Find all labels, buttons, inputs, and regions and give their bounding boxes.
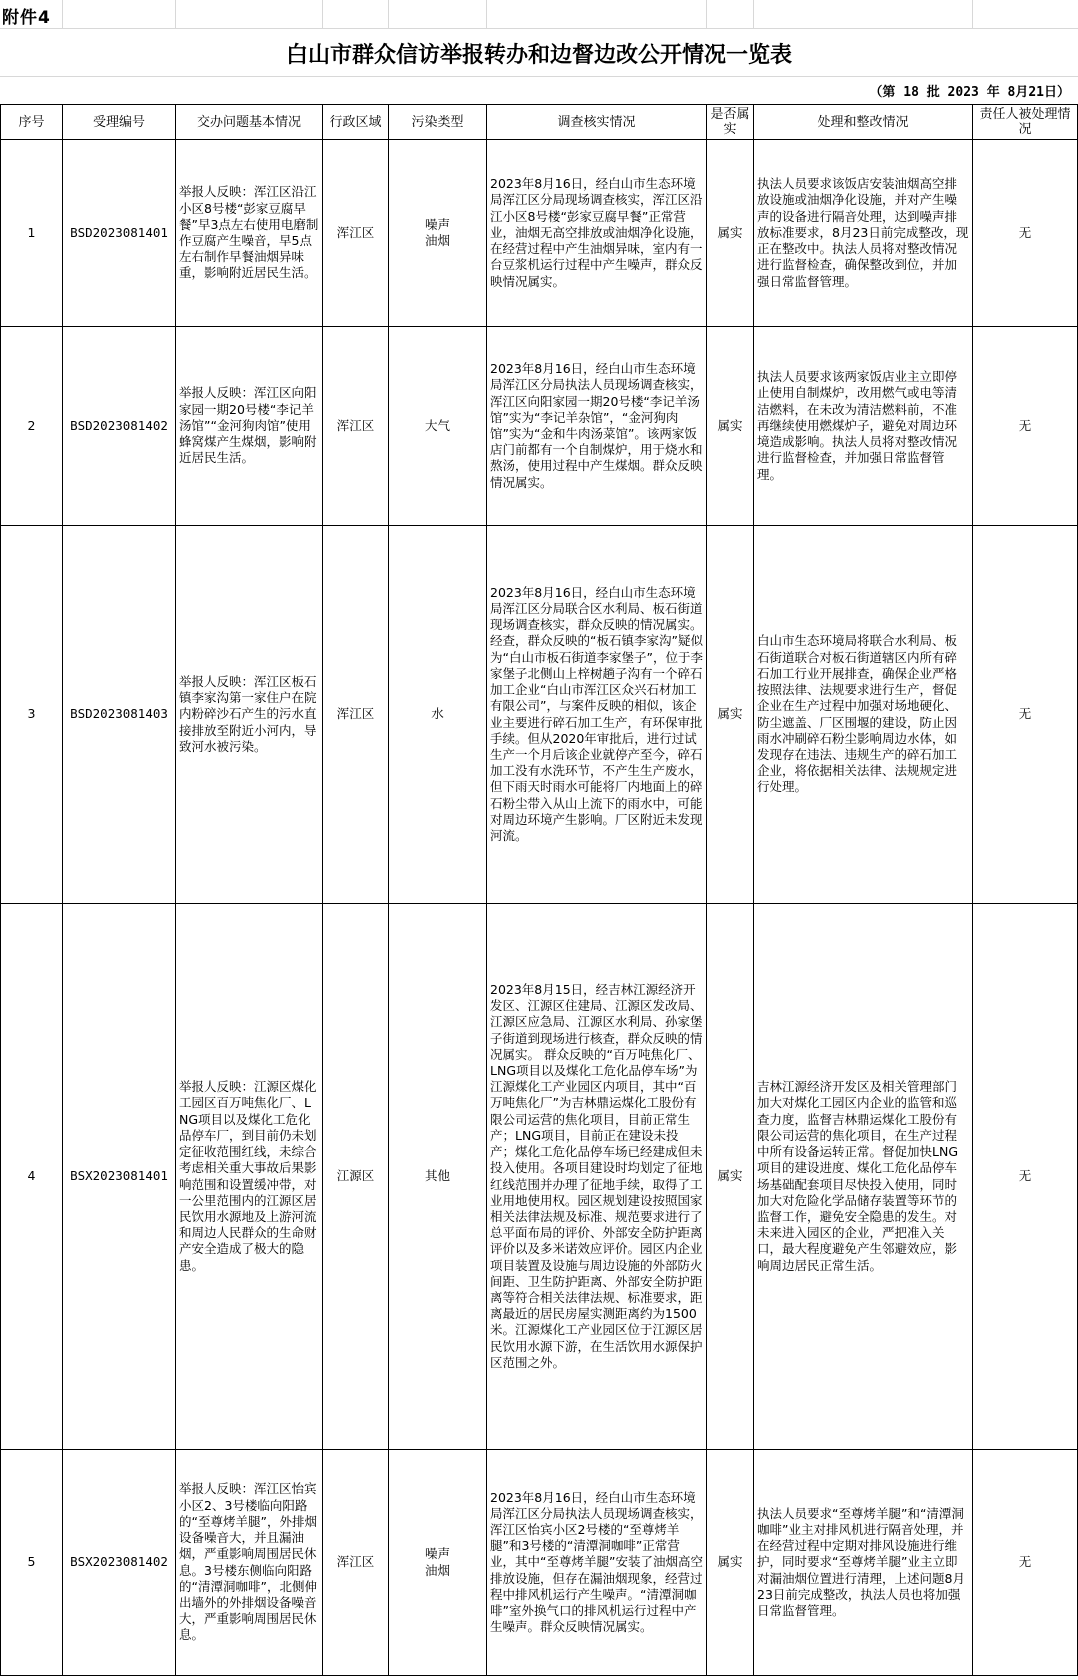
table-row (1, 140, 1078, 327)
cell-investigation: 2023年8月16日，经白山市生态环境局浑江区分局联合区水利局、板石街道现场调查核实，群众反映的情况属实。经查，群众反映的“板石镇李家沟”疑似为“白山市板石街道李家堡子”，位于李家堡子北侧山上梓树趟子沟有一个碎石加工企业“白山市浑江区众兴石材加工有限公司”，与案件反映的相似，该企业主要进行碎石加工生产，有环保审批手续。但从2020年审批后，进行过试生产一个月后该企业就停产至今，碎石加工没有水洗环节，不产生生产废水，但下雨天时雨水可能将厂内地面上的碎石粉尘带入从山上流下的雨水中，可能对周边环境产生影响。厂区附近未发现河流。 (487, 526, 707, 904)
column-header-handling: 处理和整改情况 (754, 105, 973, 140)
column-header-verified: 是否属实 (707, 105, 754, 140)
cell-district: 浑江区 (323, 327, 389, 526)
cell-verified: 属实 (707, 526, 754, 904)
cell-handling: 执法人员要求该饭店安装油烟高空排放设施或油烟净化设施，并对产生噪声的设备进行隔音处理，达到噪声排放标准要求，8月23日前完成整改，现正在整改中。执法人员将对整改情况进行监督检查，确保整改到位，并加强日常监督管理。 (754, 140, 973, 327)
cell-district: 江源区 (323, 904, 389, 1450)
pollution-text: 其他 (424, 1168, 450, 1184)
cell-handling: 执法人员要求“至尊烤羊腿”和“清潭洞咖啡”业主对排风机进行隔音处理，并在经营过程中定期对排风设施进行维护，同时要求“至尊烤羊腿”业主立即对漏油烟位置进行清理，上述问题8月23日前完成整改，执法人员也将加强日常监督管理。 (754, 1450, 973, 1676)
cell-punished: 无 (973, 1450, 1078, 1676)
cell-verified: 属实 (707, 140, 754, 327)
column-header-punished: 责任人被处理情况 (973, 105, 1078, 140)
grid-line (706, 0, 707, 28)
pollution-text: 水 (431, 706, 444, 722)
cell-no: 1 (1, 140, 63, 327)
cell-pollution (389, 1450, 487, 1676)
pollution-text: 大气 (424, 417, 450, 433)
pollution-text: 噪声 油烟 (424, 216, 450, 248)
grid-line (486, 0, 487, 28)
column-header-district: 行政区域 (323, 105, 389, 140)
column-header-no: 序号 (1, 105, 63, 140)
cell-handling: 白山市生态环境局将联合水利局、板石街道联合对板石街道辖区内所有碎石加工行业开展排查，确保企业严格按照法律、法规要求进行生产，督促企业在生产过程中加强对场地硬化、防尘遮盖、厂区围堰的建设，防止因雨水冲刷碎石粉尘影响周边水体，如发现存在违法、违规生产的碎石加工企业，将依据相关法律、法规规定进行处理。 (754, 526, 973, 904)
table-row (1, 904, 1078, 1450)
cell-no: 4 (1, 904, 63, 1450)
pollution-text: 噪声 油烟 (424, 1546, 450, 1578)
cell-issue: 举报人反映：浑江区怡宾小区2、3号楼临向阳路的“至尊烤羊腿”，外排烟设备噪音大，并且漏油烟，严重影响周围居民休息。3号楼东侧临向阳路的“清潭洞咖啡”，北侧伸出墙外的外排烟设备噪音大，严重影响周围居民休息。 (176, 1450, 323, 1676)
cell-id: BSD2023081403 (63, 526, 176, 904)
cell-issue: 举报人反映：江源区煤化工园区百万吨焦化厂、LNG项目以及煤化工危化品停车厂，到目前仍未划定征收范围红线，未综合考虑相关重大事故后果影响范围和设置缓冲带，对一公里范围内的江源区居民饮用水源地及上游河流和周边人民群众的生命财产安全造成了极大的隐患。 (176, 904, 323, 1450)
grid-line (62, 0, 63, 28)
grid-line (388, 0, 389, 28)
column-header-issue: 交办问题基本情况 (176, 105, 323, 140)
grid-line (322, 0, 323, 28)
grid-line (175, 0, 176, 28)
cell-district: 浑江区 (323, 1450, 389, 1676)
cell-no: 5 (1, 1450, 63, 1676)
cell-id: BSD2023081402 (63, 327, 176, 526)
cell-verified: 属实 (707, 1450, 754, 1676)
cell-investigation: 2023年8月15日，经吉林江源经济开发区、江源区住建局、江源区发改局、江源区应急局、江源区水利局、孙家堡子街道到现场进行核查，群众反映的情况属实。 群众反映的“百万吨焦化厂、LNG项目以及煤化工危化品停车场”为江源煤化工产业园区内项目，其中“百万吨焦化厂”为吉林鼎运煤化工股份有限公司运营的焦化项目，目前正常生产；LNG项目，目前正在建设未投产；煤化工危化品停车场已经建成但未投入使用。各项目建设时均划定了征地红线范围并办理了征地手续，取得了工业用地使用权。园区规划建设按照国家相关法律法规及标准、规范要求进行了总平面布局的评价、外部安全防护距离评价以及多米诺效应评价。园区内企业项目装置及设施与周边设施的外部防火间距、卫生防护距离、外部安全防护距离等符合相关法律法规、标准要求，距离最近的居民房屋实测距离约为1500米。江源煤化工产业园区位于江源区居民饮用水源下游，在生活饮用水源保护区范围之外。 (487, 904, 707, 1450)
cell-pollution (389, 904, 487, 1450)
table-row (1, 327, 1078, 526)
table-row (1, 526, 1078, 904)
table-row (1, 1450, 1078, 1676)
cell-verified: 属实 (707, 327, 754, 526)
cell-issue: 举报人反映：浑江区向阳家园一期20号楼“李记羊汤馆”“金河狗肉馆”使用蜂窝煤产生煤烟，影响附近居民生活。 (176, 327, 323, 526)
cell-verified: 属实 (707, 904, 754, 1450)
grid-line (753, 0, 754, 28)
cell-id: BSX2023081401 (63, 904, 176, 1450)
complaint-table (0, 104, 1078, 1676)
cell-punished: 无 (973, 526, 1078, 904)
column-header-investigation: 调查核实情况 (487, 105, 707, 140)
attachment-label: 附件4 (2, 8, 51, 28)
cell-district: 浑江区 (323, 526, 389, 904)
cell-investigation: 2023年8月16日，经白山市生态环境局浑江区分局现场调查核实，浑江区沿江小区8号楼“彭家豆腐早餐”正常营业，油烟无高空排放或油烟净化设施，在经营过程中产生油烟异味，室内有一台豆浆机运行过程中产生噪声，群众反映情况属实。 (487, 140, 707, 327)
cell-district: 浑江区 (323, 140, 389, 327)
cell-issue: 举报人反映：浑江区沿江小区8号楼“彭家豆腐早餐”早3点左右使用电磨制作豆腐产生噪音，早5点左右制作早餐油烟异味重，影响附近居民生活。 (176, 140, 323, 327)
cell-no: 3 (1, 526, 63, 904)
page-title: 白山市群众信访举报转办和边督边改公开情况一览表 (285, 43, 792, 68)
column-header-pollution: 污染类型 (389, 105, 487, 140)
cell-investigation: 2023年8月16日，经白山市生态环境局浑江区分局执法人员现场调查核实，浑江区向阳家园一期20号楼“李记羊汤馆”实为“李记羊杂馆”，“金河狗肉馆”实为“金和牛肉汤菜馆”。该两家饭店门前都有一个自制煤炉，用于烧水和熬汤，使用过程中产生煤烟。群众反映情况属实。 (487, 327, 707, 526)
cell-punished: 无 (973, 904, 1078, 1450)
cell-pollution (389, 327, 487, 526)
table-header-row (1, 105, 1078, 140)
cell-punished: 无 (973, 140, 1078, 327)
cell-investigation: 2023年8月16日，经白山市生态环境局浑江区分局执法人员现场调查核实，浑江区怡宾小区2号楼的“至尊烤羊腿”和3号楼的“清潭洞咖啡”正常营业，其中“至尊烤羊腿”安装了油烟高空排放设施，但存在漏油烟现象，经营过程中排风机运行产生噪声。“清潭洞咖啡”室外换气口的排风机运行过程中产生噪声。群众反映情况属实。 (487, 1450, 707, 1676)
attachment-row (0, 0, 1078, 29)
cell-id: BSD2023081401 (63, 140, 176, 327)
grid-line (972, 0, 973, 28)
cell-pollution (389, 140, 487, 327)
column-header-id: 受理编号 (63, 105, 176, 140)
cell-punished: 无 (973, 327, 1078, 526)
cell-issue: 举报人反映：浑江区板石镇李家沟第一家住户在院内粉碎沙石产生的污水直接排放至附近小河内，导致河水被污染。 (176, 526, 323, 904)
cell-handling: 执法人员要求该两家饭店业主立即停止使用自制煤炉，改用燃气或电等清洁燃料，在未改为清洁燃料前，不准再继续使用燃煤炉子，避免对周边环境造成影响。执法人员将对整改情况进行监督检查，并加强日常监督管理。 (754, 327, 973, 526)
cell-no: 2 (1, 327, 63, 526)
cell-handling: 吉林江源经济开发区及相关管理部门加大对煤化工园区内企业的监管和巡查力度，监督吉林鼎运煤化工股份有限公司运营的焦化项目，在生产过程中所有设备运转正常。督促加快LNG项目的建设进度、煤化工危化品停车场基础配套项目尽快投入使用，同时加大对危险化学品储存装置等环节的监督工作，避免安全隐患的发生。对未来进入园区的企业，严把准入关口，最大程度避免产生邻避效应，影响周边居民正常生活。 (754, 904, 973, 1450)
cell-id: BSX2023081402 (63, 1450, 176, 1676)
batch-date: （第 18 批 2023 年 8月21日） (869, 85, 1070, 100)
cell-pollution (389, 526, 487, 904)
